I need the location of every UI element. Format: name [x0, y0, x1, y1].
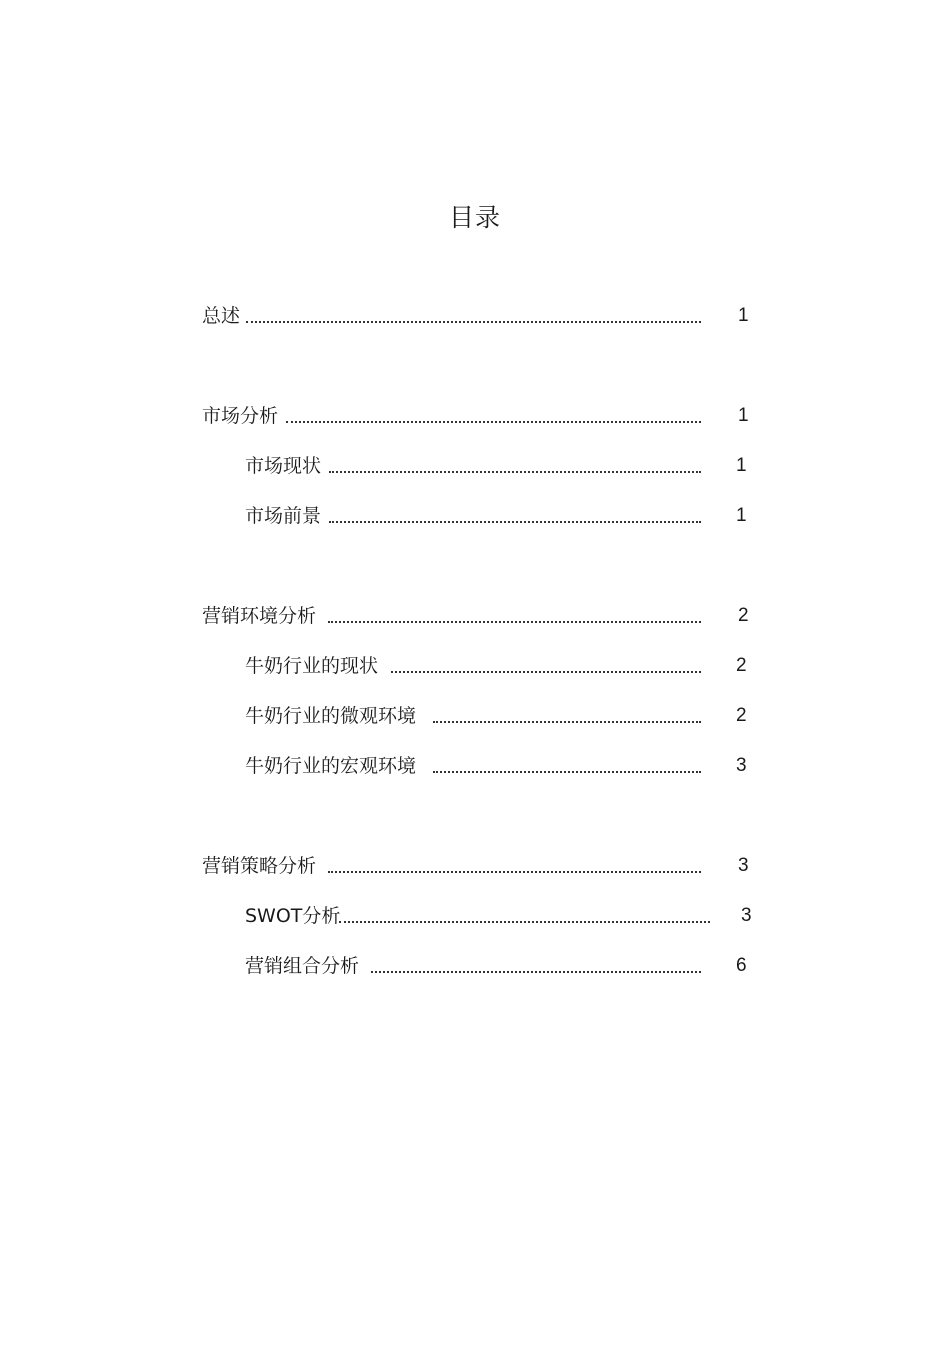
toc-entry-label: 营销组合分析: [245, 955, 360, 977]
toc-entry[interactable]: [245, 752, 750, 780]
toc-entry[interactable]: [245, 502, 750, 530]
toc-entry[interactable]: [245, 652, 750, 680]
toc-entry[interactable]: [202, 302, 752, 330]
toc-dot-leader: [329, 445, 701, 473]
toc-dot-leader: [391, 645, 701, 673]
toc-entry-label: 牛奶行业的现状: [245, 655, 379, 677]
toc-entry-label: 营销环境分析: [202, 605, 317, 627]
toc-entry-label: 市场现状: [245, 455, 322, 477]
toc-dot-leader: [371, 945, 701, 973]
toc-entry[interactable]: [245, 902, 755, 930]
toc-entry-label: 牛奶行业的微观环境: [245, 705, 417, 727]
toc-dot-leader: [329, 495, 701, 523]
toc-entry[interactable]: [202, 602, 752, 630]
toc-dot-leader: [286, 395, 701, 423]
toc-entry-label: SWOT分析: [245, 905, 341, 927]
toc-page-number: 2: [738, 605, 749, 626]
toc-entry[interactable]: [245, 452, 750, 480]
toc-entry-label: 市场前景: [245, 505, 322, 527]
toc-page-number: 6: [736, 955, 747, 976]
toc-page-number: 3: [738, 855, 749, 876]
toc-entry-label: 总述: [202, 305, 241, 327]
toc-page-number: 1: [738, 305, 749, 326]
toc-page-number: 2: [736, 705, 747, 726]
toc-page-number: 2: [736, 655, 747, 676]
toc-dot-leader: [246, 295, 701, 323]
toc-entry-label: 牛奶行业的宏观环境: [245, 755, 417, 777]
toc-page-number: 3: [741, 905, 752, 926]
toc-entry[interactable]: [245, 952, 750, 980]
toc-dot-leader: [433, 745, 701, 773]
page-title: 目录: [448, 203, 501, 232]
toc-entry[interactable]: [202, 852, 752, 880]
toc-entry-label: 营销策略分析: [202, 855, 317, 877]
toc-page-number: 1: [736, 505, 747, 526]
toc-entry[interactable]: [202, 402, 752, 430]
toc-dot-leader: [328, 595, 701, 623]
toc-dot-leader: [433, 695, 701, 723]
toc-entry-label: 市场分析: [202, 405, 279, 427]
toc-dot-leader: [339, 895, 710, 923]
toc-page-number: 1: [736, 455, 747, 476]
toc-page-number: 1: [738, 405, 749, 426]
toc-entry[interactable]: [245, 702, 750, 730]
toc-dot-leader: [328, 845, 701, 873]
toc-page-number: 3: [736, 755, 747, 776]
